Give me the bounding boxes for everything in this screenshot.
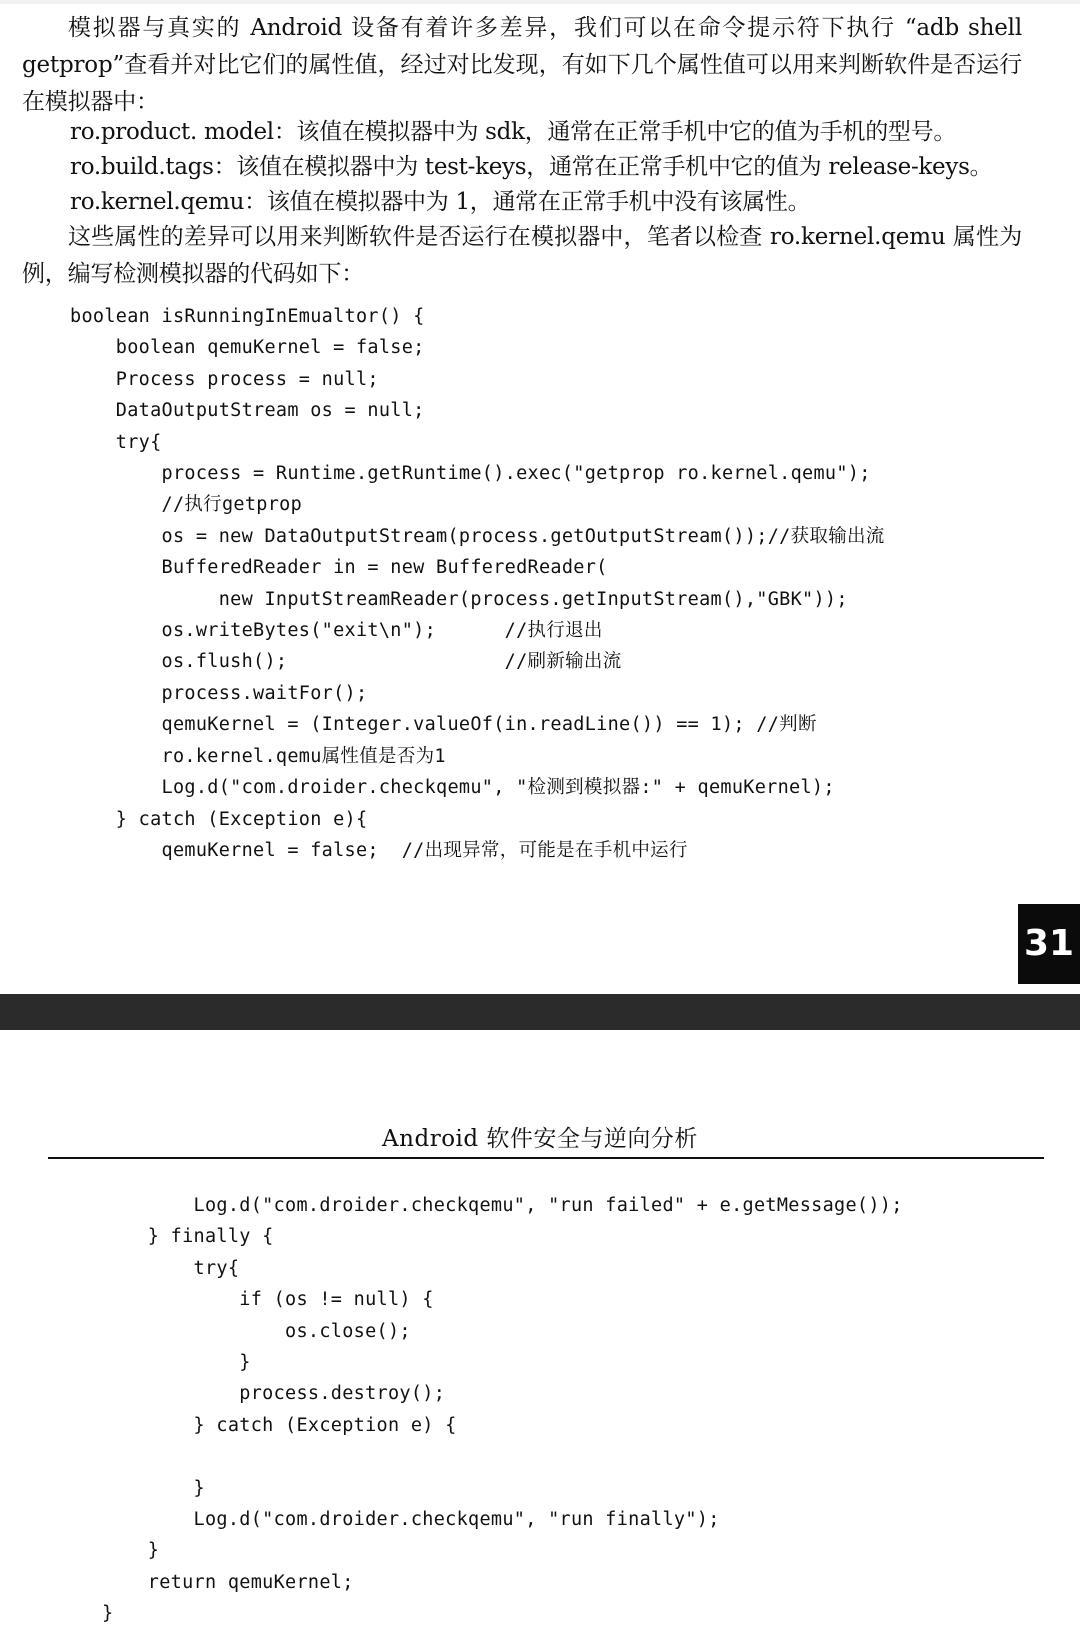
code-line: try{ <box>102 1257 240 1279</box>
code-line: os.flush(); //刷新输出流 <box>70 651 622 673</box>
code-line: //执行getprop <box>70 494 303 516</box>
scan-cut-edge <box>0 0 1080 4</box>
code-line: return qemuKernel; <box>102 1571 354 1593</box>
code-line: if (os != null) { <box>102 1289 434 1311</box>
code-line: BufferedReader in = new BufferedReader( <box>70 557 608 579</box>
code-line: os = new DataOutputStream(process.getOutputStream());//获取输出流 <box>70 525 885 547</box>
code-line: } finally { <box>102 1226 274 1248</box>
code-line: boolean qemuKernel = false; <box>70 337 425 359</box>
code-line: qemuKernel = (Integer.valueOf(in.readLine()) == 1); //判断 <box>70 714 817 736</box>
code-line: os.writeBytes("exit\n"); //执行退出 <box>70 620 603 642</box>
bottom-book-page <box>0 1030 1080 1645</box>
code-line: Log.d("com.droider.checkqemu", "run failed" + e.getMessage()); <box>102 1195 903 1216</box>
code-line: } <box>102 1540 160 1562</box>
code-line: Process process = null; <box>70 368 379 390</box>
code-line: } <box>102 1477 205 1499</box>
code-line: process.destroy(); <box>102 1383 446 1405</box>
code-line: try{ <box>70 431 162 453</box>
code-line: } catch (Exception e){ <box>70 808 368 830</box>
page-number-tab: 31 <box>1018 904 1080 984</box>
code-line: qemuKernel = false; //出现异常，可能是在手机中运行 <box>70 839 688 861</box>
property-item-kernel-qemu: ro.kernel.qemu：该值在模拟器中为 1，通常在正常手机中没有该属性。 <box>70 189 811 215</box>
code-line: } catch (Exception e) { <box>102 1414 457 1436</box>
code-line <box>102 1441 903 1472</box>
page-separator-band <box>0 994 1080 1030</box>
code-line: Log.d("com.droider.checkqemu", "run finally"); <box>102 1509 720 1531</box>
code-line: DataOutputStream os = null; <box>70 400 425 422</box>
running-head: Android 软件安全与逆向分析 <box>382 1126 698 1152</box>
code-line: ro.kernel.qemu属性值是否为1 <box>70 745 446 767</box>
code-line: new InputStreamReader(process.getInputStream(),"GBK")); <box>70 588 848 610</box>
running-head-rule <box>48 1157 1044 1159</box>
intro-paragraph: 模拟器与真实的 Android 设备有着许多差异，我们可以在命令提示符下执行 “adb shell getprop”查看并对比它们的属性值，经过对比发现，有如下几个属性值可以用来判断软件是否运行在模拟器中： <box>22 15 1022 115</box>
code-listing-part-1 <box>70 301 885 866</box>
code-line: boolean isRunningInEmualtor() { <box>70 306 425 327</box>
code-line: } <box>102 1603 114 1625</box>
code-intro-paragraph: 这些属性的差异可以用来判断软件是否运行在模拟器中，笔者以检查 ro.kernel.qemu 属性为例，编写检测模拟器的代码如下： <box>22 224 1022 287</box>
code-listing-part-2 <box>102 1190 903 1630</box>
code-line: process.waitFor(); <box>70 682 368 704</box>
code-line: Log.d("com.droider.checkqemu", "检测到模拟器:" + qemuKernel); <box>70 777 835 799</box>
property-item-build-tags: ro.build.tags：该值在模拟器中为 test-keys，通常在正常手机中它的值为 release-keys。 <box>70 154 993 180</box>
code-line: process = Runtime.getRuntime().exec("getprop ro.kernel.qemu"); <box>70 463 871 485</box>
property-item-product-model: ro.product. model：该值在模拟器中为 sdk，通常在正常手机中它的值为手机的型号。 <box>70 119 957 145</box>
code-line: os.close(); <box>102 1320 411 1342</box>
code-line: } <box>102 1352 251 1374</box>
